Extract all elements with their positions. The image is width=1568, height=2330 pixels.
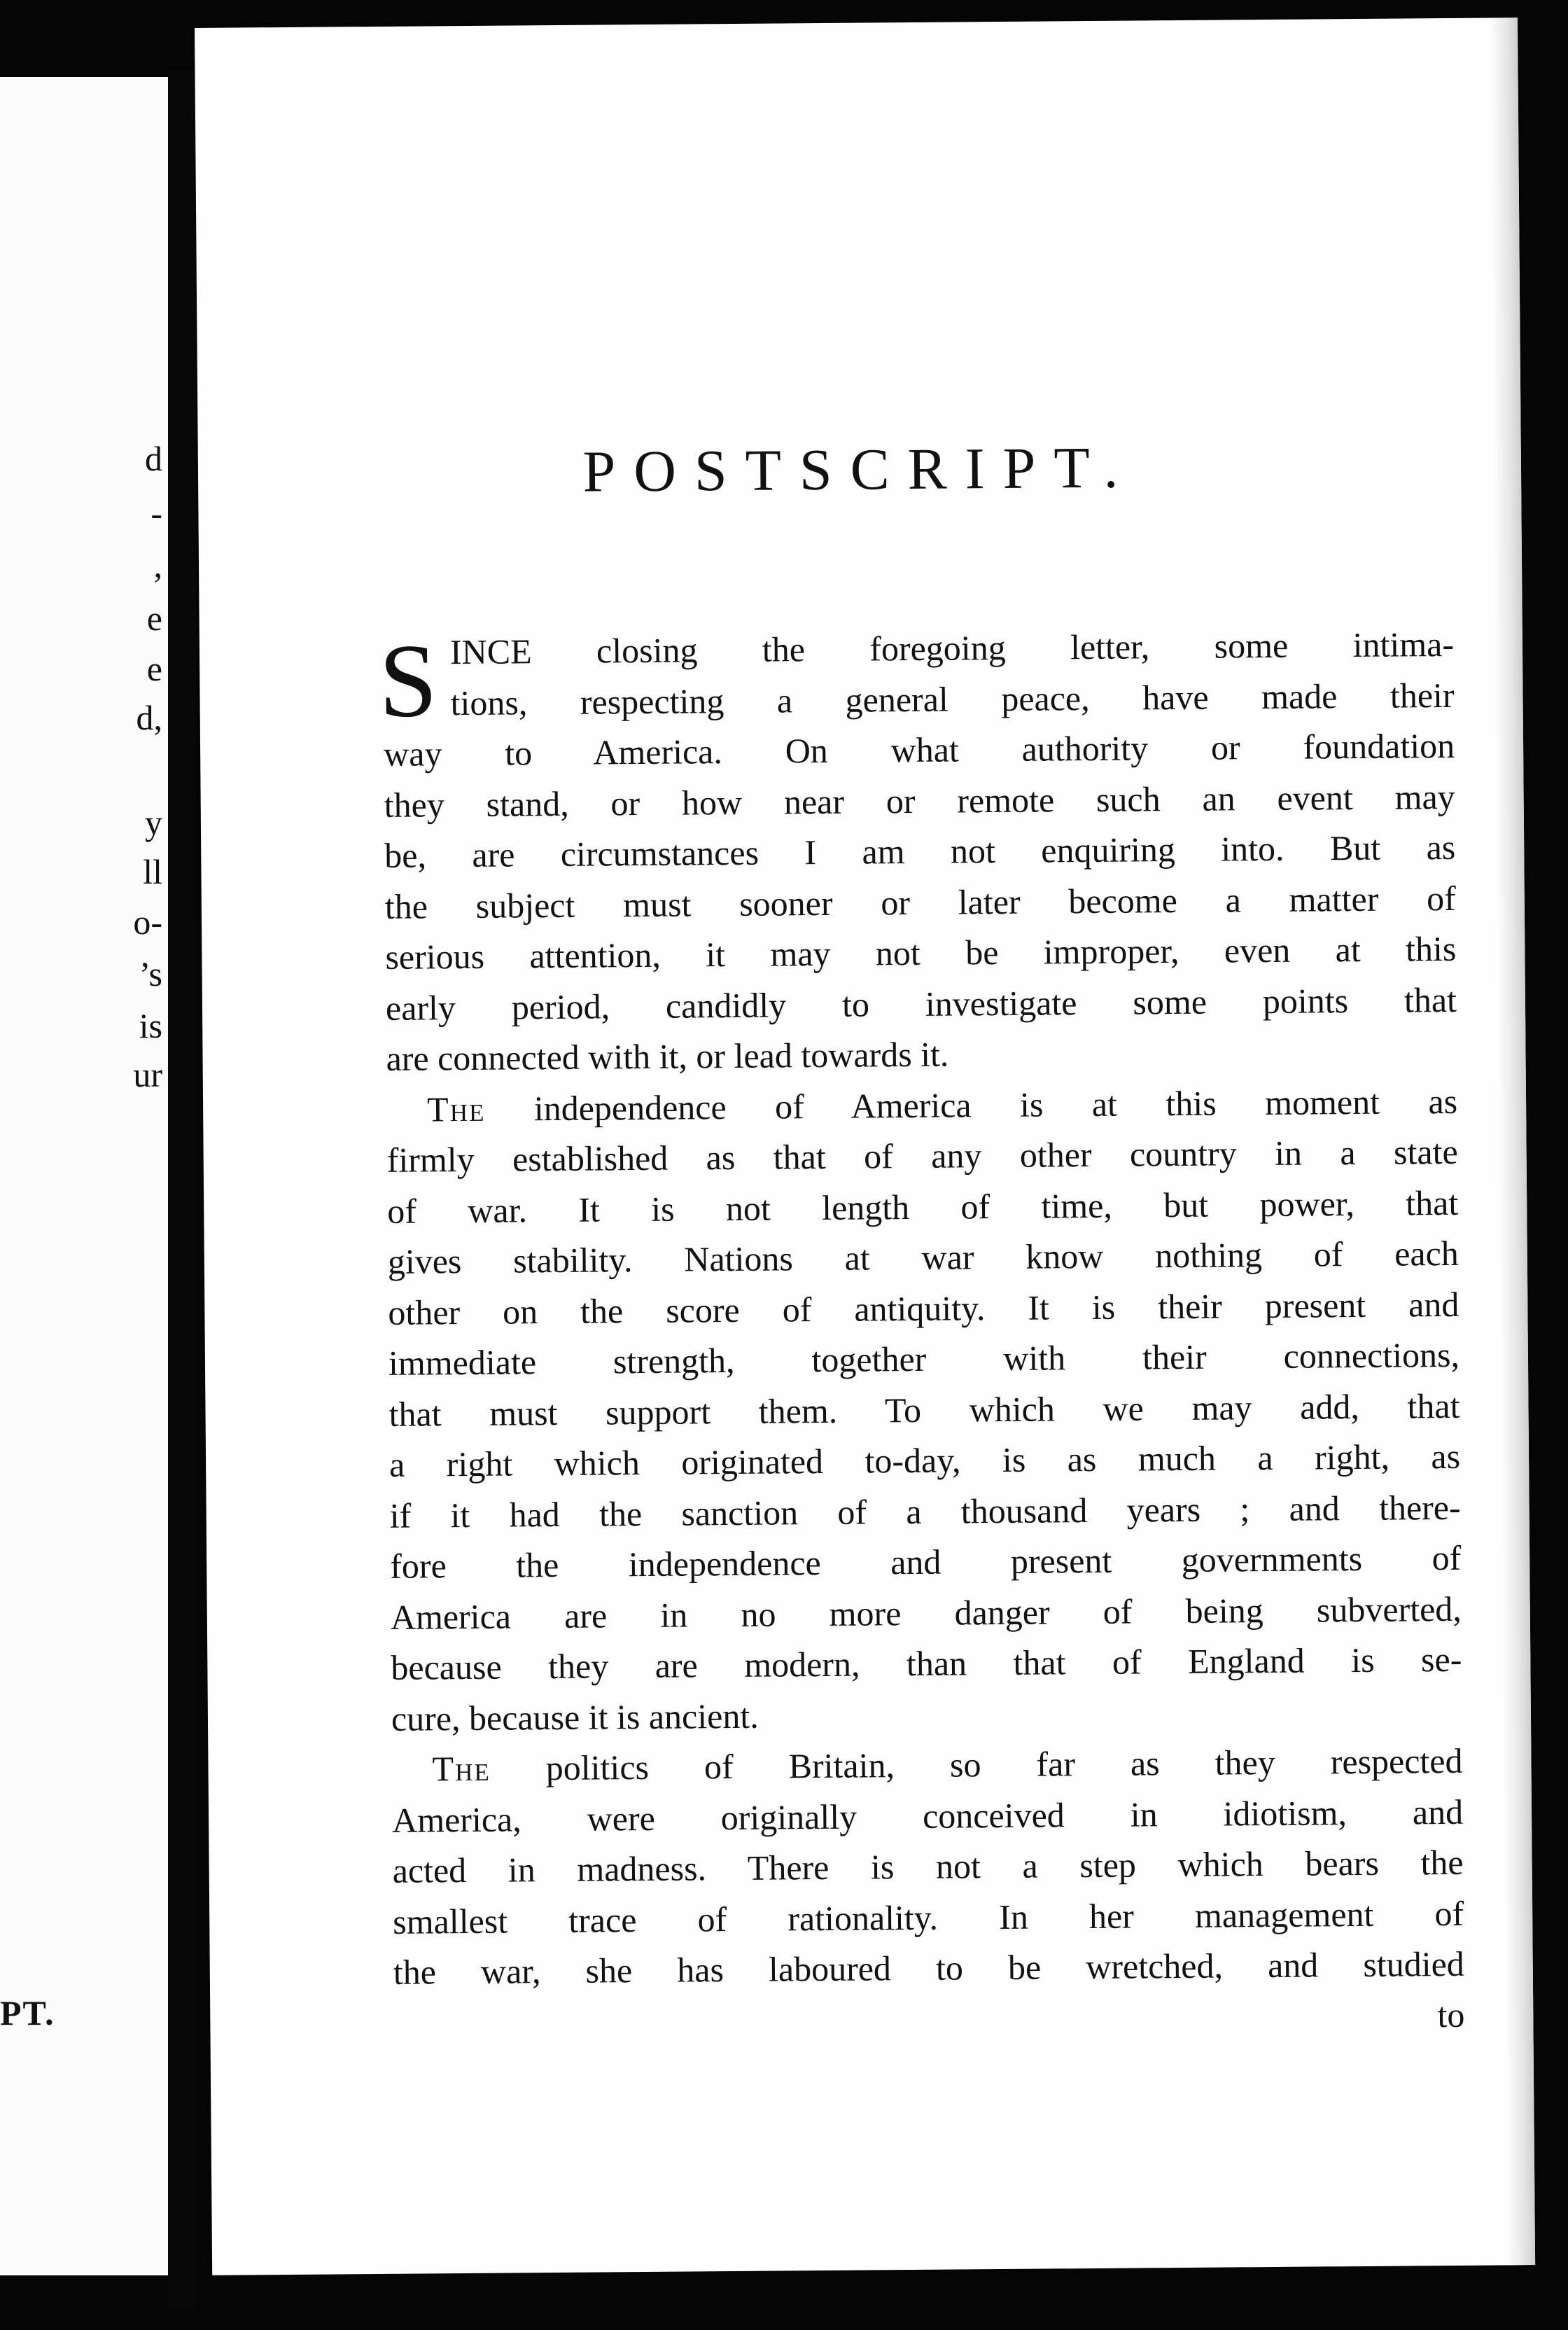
line-text: of war. It is not length of time, but power, that	[387, 1183, 1459, 1231]
line-text: a right which originated to-day, is as much a right, as	[388, 1436, 1461, 1484]
line-text: serious attention, it may not be improper, even at this	[385, 928, 1457, 977]
line-text: America are in no more danger of being subverted,	[390, 1589, 1462, 1637]
text-line	[385, 923, 1457, 983]
text-line	[387, 1177, 1459, 1236]
text-line	[385, 872, 1457, 932]
fragment-12: ur	[133, 1055, 162, 1094]
text-line	[391, 1634, 1462, 1694]
line-text: independence of America is at this moment as	[485, 1081, 1458, 1129]
line-text: they stand, or how near or remote such an event may	[384, 776, 1455, 825]
line-text: be, are circumstances I am not enquiring into. But as	[384, 827, 1456, 875]
text-line	[393, 1939, 1465, 1998]
line-text: the war, she has laboured to be wretched, and studied	[393, 1944, 1464, 1992]
line-text: the subject must sooner or later become a matter of	[384, 878, 1457, 926]
paragraph-1	[378, 619, 1457, 1084]
fragment-3: ,	[153, 545, 162, 585]
postscript-page	[195, 18, 1535, 2275]
previous-page-text-fragments	[0, 77, 168, 2275]
line-text: gives stability. Nations at war know nothing of each	[387, 1233, 1460, 1281]
text-line	[383, 619, 1455, 678]
fragment-6: d,	[136, 698, 162, 737]
catchword: to	[1437, 1995, 1465, 2035]
text-line	[384, 822, 1456, 881]
book-gutter	[168, 70, 196, 2310]
line-text: if it had the sanction of a thousand years ; and there-	[389, 1487, 1461, 1535]
text-line	[386, 1075, 1458, 1135]
paragraph-2	[386, 1075, 1462, 1743]
text-line	[389, 1431, 1461, 1491]
line-text: acted in madness. There is not a step which bears the	[392, 1842, 1464, 1890]
paragraph-lead-word: The	[426, 1089, 486, 1129]
text-line	[384, 720, 1455, 780]
text-line	[391, 1684, 1463, 1744]
line-text: politics of Britain, so far as they respected	[490, 1740, 1463, 1788]
previous-page-fragment	[0, 77, 168, 2275]
text-line	[389, 1481, 1461, 1541]
text-line	[392, 1786, 1464, 1846]
page-heading: POSTSCRIPT.	[582, 435, 1137, 505]
fragment-7: y	[145, 803, 162, 842]
text-line	[392, 1837, 1464, 1897]
text-line	[386, 974, 1457, 1033]
fragment-11: is	[139, 1006, 162, 1045]
line-text: INCE closing the foregoing letter, some intima-	[449, 624, 1455, 672]
text-line	[391, 1736, 1463, 1795]
text-line	[391, 1583, 1462, 1642]
line-text: cure, because it is ancient.	[391, 1696, 759, 1738]
body-text	[378, 619, 1465, 2049]
fragment-4: e	[146, 599, 162, 638]
text-line	[388, 1330, 1460, 1389]
line-text: immediate strength, together with their connections,	[388, 1334, 1460, 1383]
line-text: are connected with it, or lead towards it.	[386, 1034, 949, 1078]
line-text: fore the independence and present governments of	[390, 1537, 1462, 1586]
line-text: early period, candidly to investigate some points that	[385, 979, 1457, 1028]
paragraph-lead-word: The	[432, 1748, 491, 1789]
text-line	[384, 771, 1455, 830]
text-line	[386, 1126, 1458, 1186]
line-text: America, were originally conceived in idiotism, and	[391, 1792, 1464, 1840]
paragraph-3	[391, 1736, 1464, 1998]
drop-cap: S	[378, 622, 438, 739]
text-line	[386, 1025, 1457, 1084]
page-edge	[1490, 18, 1535, 2265]
line-text: tions, respecting a general peace, have made their	[450, 675, 1455, 723]
fragment-8: ll	[143, 852, 162, 891]
line-text: way to America. On what authority or foundation	[383, 725, 1455, 774]
line-text: that must support them. To which we may add, that	[388, 1386, 1460, 1434]
text-line	[390, 1533, 1462, 1592]
fragment-9: o-	[133, 902, 162, 942]
text-line	[383, 669, 1455, 729]
line-text: smallest trace of rationality. In her management of	[393, 1893, 1464, 1941]
fragment-1: d	[145, 439, 162, 478]
text-line	[388, 1380, 1460, 1439]
line-text: firmly established as that of any other country in a state	[386, 1131, 1458, 1180]
line-text: because they are modern, than that of England is se-	[391, 1639, 1462, 1687]
line-text: other on the score of antiquity. It is their present and	[388, 1284, 1460, 1332]
fragment-5: e	[146, 649, 162, 688]
text-line	[388, 1228, 1460, 1288]
text-line	[393, 1888, 1464, 1947]
text-line	[388, 1278, 1460, 1338]
fragment-2: -	[150, 494, 162, 533]
fragment-13: PT.	[0, 1993, 55, 2032]
fragment-10: ’s	[139, 954, 162, 993]
